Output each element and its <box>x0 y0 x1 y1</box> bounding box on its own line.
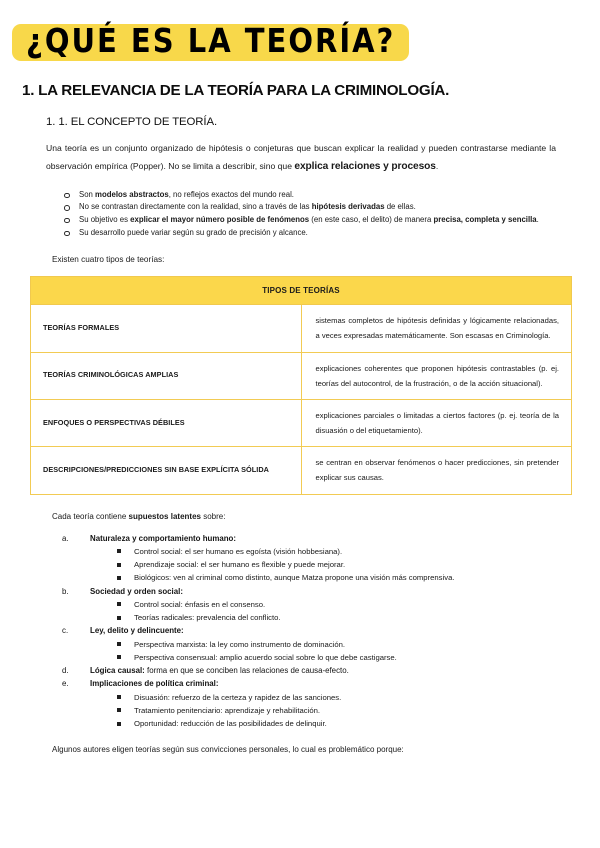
table-row-description: sistemas completos de hipótesis definidas y lógicamente relacionadas, a veces expresadas matemáticamente. Son escasas en Criminología. <box>301 305 572 352</box>
table-row-description: explicaciones parciales o limitadas a ciertos factores (p. ej. teoría de la disuasión o del etiquetamiento). <box>301 399 572 446</box>
feature-bullet-list <box>0 189 600 240</box>
latent-lead-bold: supuestos latentes <box>128 511 201 521</box>
latent-lead-pre: Cada teoría contiene <box>52 511 129 521</box>
alpha-item-label: Sociedad y orden social: <box>90 586 183 596</box>
list-item <box>62 214 560 227</box>
list-item: Perspectiva consensual: amplio acuerdo social sobre lo que debe castigarse. <box>114 651 570 664</box>
table-header-row <box>31 277 572 305</box>
bullet-post: (en este caso, el delito) de manera <box>309 214 434 224</box>
intro-text-part1: Una teoría es un conjunto organizado de hipótesis o conjeturas que buscan explicar la realidad y pueden contrastarse mediante la observación empírica (Popper). No se limita a describir, sino que <box>46 143 556 171</box>
alpha-item-rest: forma en que se conciben las relaciones de causa-efecto. <box>144 666 349 676</box>
table-header-cell: TIPOS DE TEORÍAS <box>31 277 572 305</box>
list-item <box>48 624 570 664</box>
title-banner-wrap <box>0 0 600 61</box>
table-row <box>31 352 572 399</box>
bullet-bold: modelos abstractos <box>95 189 169 199</box>
table-row-label: ENFOQUES O PERSPECTIVAS DÉBILES <box>31 399 302 446</box>
latent-lead-text <box>52 512 600 521</box>
list-item: Oportunidad: reducción de las posibilidades de delinquir. <box>114 717 570 730</box>
intro-emphasis: explica relaciones y procesos <box>294 160 436 172</box>
table-row-description: se centran en observar fenómenos o hacer predicciones, sin pretender explicar sus causas. <box>301 447 572 494</box>
list-item <box>62 189 560 202</box>
types-table <box>30 276 572 495</box>
title-banner <box>12 21 409 61</box>
table-row-label: DESCRIPCIONES/PREDICCIONES SIN BASE EXPLÍCITA SÓLIDA <box>31 447 302 494</box>
intro-paragraph <box>46 140 556 177</box>
table-body <box>31 305 572 495</box>
list-item: Control social: énfasis en el consenso. <box>114 598 570 611</box>
sub-heading: 1. 1. EL CONCEPTO DE TEORÍA. <box>46 116 218 128</box>
table-row-label: TEORÍAS CRIMINOLÓGICAS AMPLIAS <box>31 352 302 399</box>
bullet-bold: explicar el mayor número posible de fenómenos <box>130 214 310 224</box>
list-item <box>62 227 560 240</box>
list-item: Aprendizaje social: el ser humano es flexible y puede mejorar. <box>114 558 570 571</box>
table-row <box>31 305 572 352</box>
closing-text: Algunos autores eligen teorías según sus convicciones personales, lo cual es problemático porque: <box>52 745 404 755</box>
bullet-bold-2: precisa, completa y sencilla <box>433 214 537 224</box>
list-item: Tratamiento penitenciario: aprendizaje y rehabilitación. <box>114 704 570 717</box>
section-heading: 1. LA RELEVANCIA DE LA TEORÍA PARA LA CRIMINOLOGÍA. <box>22 82 450 99</box>
list-item: Control social: el ser humano es egoísta (visión hobbesiana). <box>114 545 570 558</box>
latent-alpha-list <box>0 532 600 731</box>
table-row <box>31 447 572 494</box>
alpha-item-label: Lógica causal: <box>90 666 145 676</box>
sub-list <box>90 598 570 624</box>
table-row-description: explicaciones coherentes que proponen hipótesis contrastables (p. ej. teorías del autocontrol, de la frustración, o de la acción situacional). <box>301 352 572 399</box>
document-title: ¿QUÉ ES LA TEORÍA? <box>26 21 396 60</box>
bullet-pre: No se contrastan directamente con la realidad, sino a través de las <box>79 202 312 212</box>
list-item: Biológicos: ven al criminal como distinto, aunque Matza propone una visión más comprensiva. <box>114 571 570 584</box>
bullet-post-2: . <box>536 214 539 224</box>
list-item <box>48 677 570 730</box>
bullet-post: , no reflejos exactos del mundo real. <box>168 189 294 199</box>
intro-text-part2: . <box>435 160 439 171</box>
bullet-pre: Su desarrollo puede variar según su grado de precisión y alcance. <box>79 227 308 237</box>
list-item <box>48 585 570 625</box>
list-item: Disuasión: refuerzo de la certeza y rapidez de las sanciones. <box>114 691 570 704</box>
table-head <box>31 277 572 305</box>
latent-lead-post: sobre: <box>200 511 226 521</box>
table-row-label: TEORÍAS FORMALES <box>31 305 302 352</box>
sub-list <box>90 638 570 664</box>
bullet-pre: Su objetivo es <box>79 214 131 224</box>
alpha-item-label: Implicaciones de política criminal: <box>90 679 219 689</box>
sub-list <box>90 691 570 731</box>
alpha-item-label: Naturaleza y comportamiento humano: <box>90 533 236 543</box>
sub-list <box>90 545 570 585</box>
table-row <box>31 399 572 446</box>
list-item <box>48 664 570 677</box>
bullet-pre: Son <box>79 189 96 199</box>
alpha-item-label: Ley, delito y delincuente: <box>90 626 184 636</box>
bullet-post: de ellas. <box>384 202 416 212</box>
bullet-bold: hipótesis derivadas <box>311 202 385 212</box>
list-item <box>62 201 560 214</box>
table-lead-text: Existen cuatro tipos de teorías: <box>52 255 165 265</box>
list-item: Perspectiva marxista: la ley como instrumento de dominación. <box>114 638 570 651</box>
list-item <box>48 532 570 585</box>
list-item: Teorías radicales: prevalencia del conflicto. <box>114 611 570 624</box>
